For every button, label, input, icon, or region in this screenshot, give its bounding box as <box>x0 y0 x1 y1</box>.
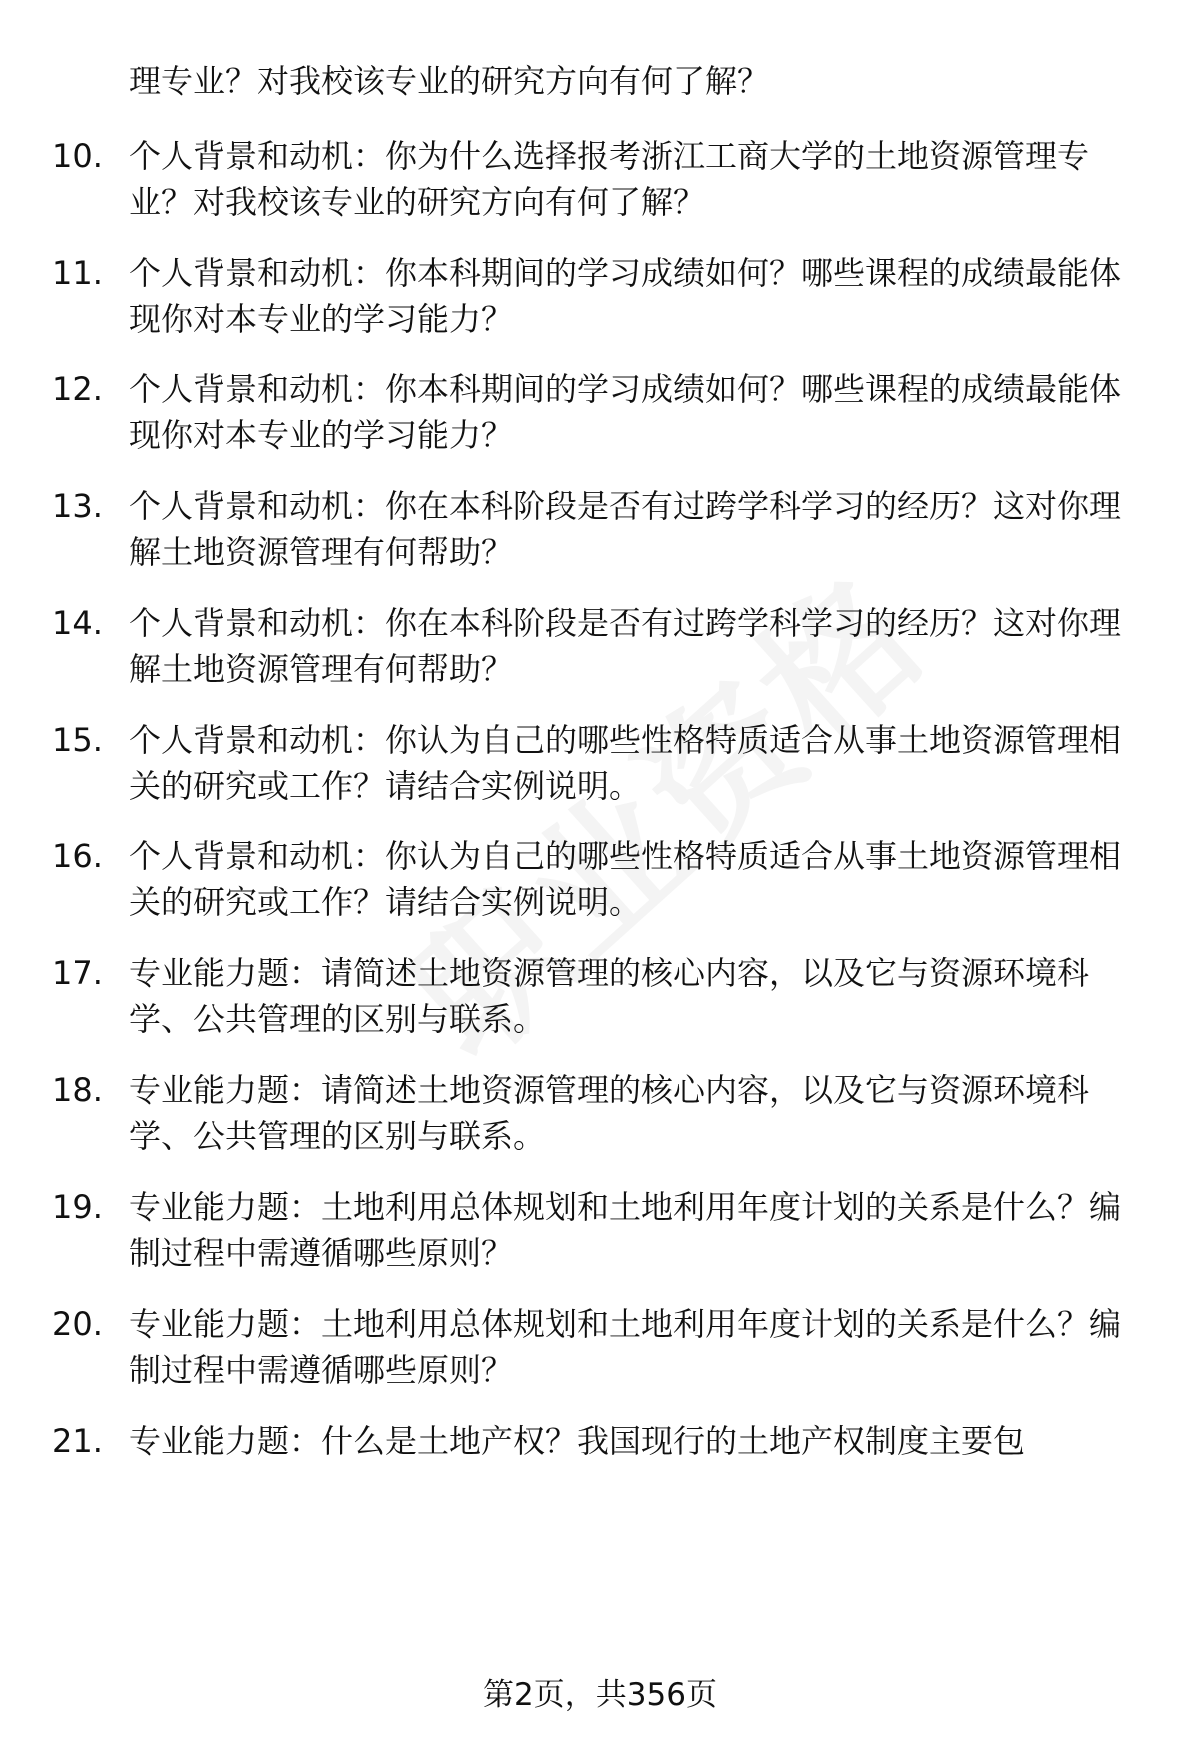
question-number: 21. <box>52 1422 103 1460</box>
question-text: 个人背景和动机：你在本科阶段是否有过跨学科学习的经历？这对你理解土地资源管理有何帮助？ <box>129 487 1122 571</box>
question-item <box>52 950 1142 1042</box>
question-number: 13. <box>52 487 103 525</box>
question-number: 10. <box>52 137 103 175</box>
question-text: 专业能力题：请简述土地资源管理的核心内容，以及它与资源环境科学、公共管理的区别与联系。 <box>129 1071 1090 1155</box>
question-number: 12. <box>52 370 103 408</box>
question-item <box>52 1418 1142 1464</box>
question-number: 14. <box>52 604 103 642</box>
question-item <box>52 1067 1142 1159</box>
question-item <box>52 1184 1142 1276</box>
question-text: 专业能力题：请简述土地资源管理的核心内容，以及它与资源环境科学、公共管理的区别与联系。 <box>129 954 1090 1038</box>
question-text: 专业能力题：什么是土地产权？我国现行的土地产权制度主要包 <box>129 1422 1026 1460</box>
question-item <box>52 717 1142 809</box>
question-text: 个人背景和动机：你在本科阶段是否有过跨学科学习的经历？这对你理解土地资源管理有何帮助？ <box>129 604 1122 688</box>
question-item <box>52 133 1142 225</box>
question-text: 专业能力题：土地利用总体规划和土地利用年度计划的关系是什么？编制过程中需遵循哪些原则？ <box>129 1305 1122 1389</box>
question-item <box>52 483 1142 575</box>
question-number: 17. <box>52 954 103 992</box>
question-number: 15. <box>52 721 103 759</box>
question-number: 19. <box>52 1188 103 1226</box>
question-number: 20. <box>52 1305 103 1343</box>
question-item <box>52 1301 1142 1393</box>
question-text: 专业能力题：土地利用总体规划和土地利用年度计划的关系是什么？编制过程中需遵循哪些原则？ <box>129 1188 1122 1272</box>
question-item <box>52 250 1142 342</box>
question-item <box>52 366 1142 458</box>
question-text: 个人背景和动机：你为什么选择报考浙江工商大学的土地资源管理专业？对我校该专业的研究方向有何了解？ <box>129 137 1090 221</box>
page-footer: 第2页，共356页 <box>483 1677 717 1713</box>
question-text: 个人背景和动机：你本科期间的学习成绩如何？哪些课程的成绩最能体现你对本专业的学习能力？ <box>129 254 1122 338</box>
question-text: 个人背景和动机：你认为自己的哪些性格特质适合从事土地资源管理相关的研究或工作？请结合实例说明。 <box>129 837 1122 921</box>
question-text: 个人背景和动机：你本科期间的学习成绩如何？哪些课程的成绩最能体现你对本专业的学习能力？ <box>129 370 1122 454</box>
continued-question-text: 理专业？对我校该专业的研究方向有何了解？ <box>129 62 770 100</box>
question-number: 11. <box>52 254 103 292</box>
question-item <box>52 600 1142 692</box>
question-item <box>52 833 1142 925</box>
question-number: 18. <box>52 1071 103 1109</box>
question-number: 16. <box>52 837 103 875</box>
question-text: 个人背景和动机：你认为自己的哪些性格特质适合从事土地资源管理相关的研究或工作？请结合实例说明。 <box>129 721 1122 805</box>
